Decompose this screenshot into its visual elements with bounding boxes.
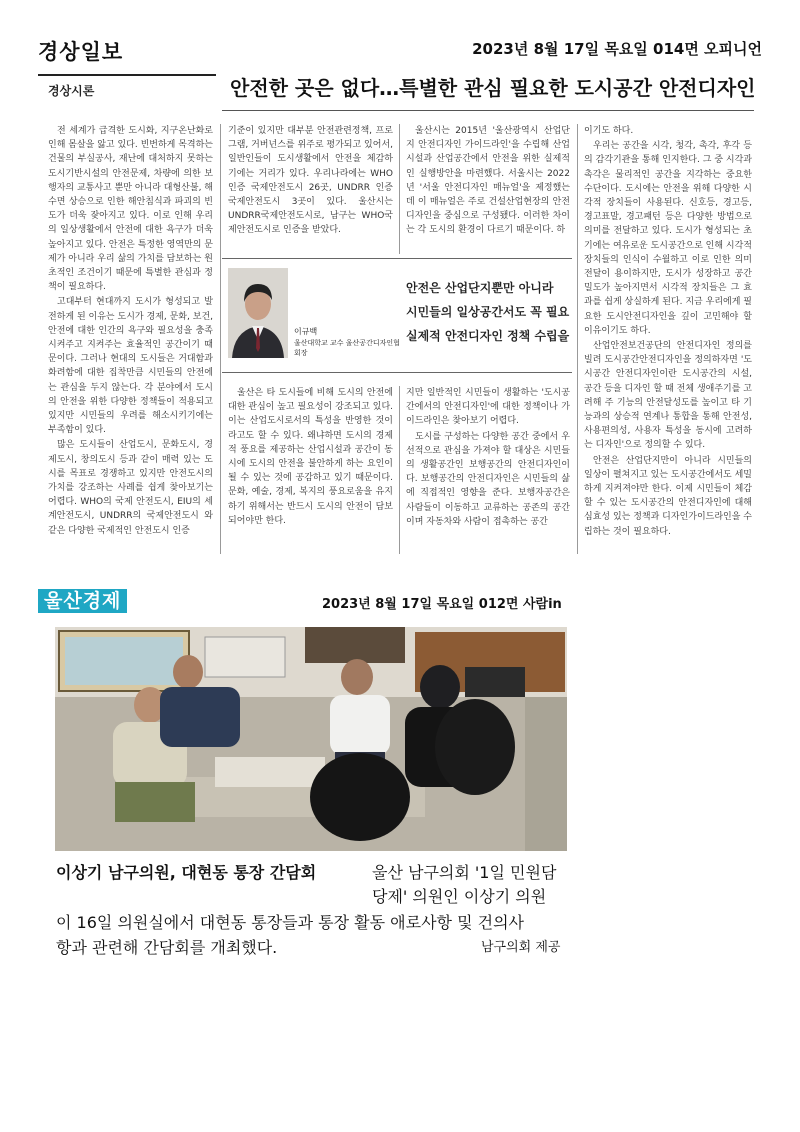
paragraph: 우리는 공간을 시각, 청각, 촉각, 후각 등의 감각기관을 통해 인지한다. 그 중 시각과 촉각은 물리적인 공간을 지각하는 중요한 수단이다. 도시에는 안전을 위해 다양한 시각적 장치들이 사용된다. 신호등, 경고등, 경고표말, 경고패턴 등은 다양한 방법으로 의미를 전달하고 있다. 도시가 형성되는 초기에는 여유로운 도시공간으로 인해 시각적 장치들의 인식이 수월하고 이로 인한 의미전달이 용이하지만, 도시가 성장하고 공간밀도가 높아지면서 시각적 장치들은 그 효과를 쉽게 상실하게 된다. 지금 우리에게 필요한 도시안전디자인을 깊이 고민해야 할 이유이기도 하다. (584, 141, 752, 336)
article-column-3-bottom (406, 386, 570, 530)
article-column-4 (584, 124, 752, 540)
headline-rule (222, 110, 754, 111)
column-divider (220, 124, 221, 554)
paragraph: 산업안전보건공단의 안전디자인 정의를 빌려 도시공간안전디자인을 정의하자면 '도시공간 안전디자인이란 도시공간의 시설, 공간 등을 디자인 할 때 전체 생애주기를 고려해 주 기능의 안전달성도를 높이고 타 기능과의 상승적 연계나 통합을 통해 안전성, 사용편의성, 사용자 특성을 동시에 고려하는 디자인'으로 정의할 수 있다. (584, 341, 752, 451)
headline: 안전한 곳은 없다…특별한 관심 필요한 도시공간 안전디자인 (230, 76, 756, 100)
masthead: 경상일보 (38, 40, 124, 64)
column-divider (577, 124, 578, 554)
paragraph: 지만 일반적인 시민들이 생활하는 '도시공간에서의 안전디자인'에 대한 정책이나 가이드라인은 찾아보기 어렵다. (406, 388, 570, 427)
news-photo (55, 627, 567, 851)
paragraph: 울산시는 2015년 '울산광역시 산업단지 안전디자인 가이드라인'을 수립해 산업시설과 산업공간에서 안전을 위한 실제적인 실행방안을 마련했다. 서울시는 2022년 '서울 안전디자인 매뉴얼'을 제정했는데 이 매뉴얼은 주로 건설산업현장의 안전디자인을 중심으로 구성됐다. 이러한 차이는 각 도시의 환경이 다르기 때문이다. 하 (406, 126, 570, 236)
byline-name: 이규백 (294, 327, 318, 336)
article-column-2-top (228, 124, 393, 239)
caption-line: 울산 남구의회 '1일 민원담 (372, 863, 557, 882)
column-divider (399, 124, 400, 254)
article-column-2-bottom (228, 386, 393, 529)
byline-title: 울산대학교 교수 울산공간디자인협회장 (294, 339, 400, 357)
pullquote-rule-bottom (222, 372, 572, 373)
pullquote-line: 실제적 안전디자인 정책 수립을 (406, 329, 570, 343)
photo-credit: 남구의회 제공 (481, 940, 561, 955)
article-column-1 (48, 124, 213, 539)
author-photo (228, 268, 288, 358)
pullquote-line: 시민들의 일상공간서도 꼭 필요 (406, 305, 570, 319)
caption-line: 항과 관련해 간담회를 개최했다. (56, 938, 278, 957)
article-column-3-top (406, 124, 570, 239)
column-divider (399, 386, 400, 554)
portrait-icon (228, 268, 288, 358)
masthead-logo: 울산경제 (38, 589, 127, 613)
dateline: 2023년 8월 17일 목요일 012면 사람in (322, 597, 562, 612)
paragraph: 도시를 구성하는 다양한 공간 중에서 우선적으로 관심을 가져야 할 대상은 시민들의 생활공간인 보행공간의 안전디자인이다. 보행공간의 안전디자인은 시민들의 삶에 직접적인 영향을 준다. 보행자공간은 사람들이 이동하고 교류하는 공존의 공간이며 자동차와 사람이 접촉하는 공간 (406, 431, 570, 527)
paragraph: 안전은 산업단지만이 아니라 시민들의 일상이 펼쳐지고 있는 도시공간에서도 세밀하게 지켜져야만 한다. 이제 시민들이 체감할 수 있는 도시공간의 안전디자인에 대해 심효성 있는 정책과 디자인가이드라인을 수립하는 것이 필요하다. (584, 455, 752, 537)
pullquote-line: 안전은 산업단지뿐만 아니라 (406, 281, 554, 295)
pullquote (406, 276, 570, 348)
paragraph: 울산은 타 도시들에 비해 도시의 안전에 대한 관심이 높고 필요성이 강조되고 있다. 이는 산업도시로서의 특성을 반영한 것이라고도 할 수 있다. 왜냐하면 도시의 경제적 풍요를 제공하는 산업시설과 공간이 동시에 도시의 안전을 불안하게 하는 요인이 될 수 있는 것에 공감하고 있기 때문이다. 문화, 예술, 경제, 복지의 풍요로움을 유지하기 위해서는 반드시 도시의 안전이 담보 되어야만 한다. (228, 388, 393, 526)
caption-line: 이 16일 의원실에서 대현동 통장들과 통장 활동 애로사항 및 건의사 (56, 913, 524, 932)
paragraph: 이기도 하다. (584, 126, 634, 136)
caption-line: 당제' 의원인 이상기 의원 (372, 887, 547, 906)
dateline: 2023년 8월 17일 목요일 014면 오피니언 (472, 40, 762, 58)
section-label: 경상시론 (48, 84, 95, 98)
pullquote-rule-top (222, 258, 572, 259)
section-rule (38, 74, 216, 76)
paragraph: 전 세계가 급격한 도시화, 지구온난화로 인해 몸살을 앓고 있다. 빈번하게 목격하는 건물의 부실공사, 재난에 대처하지 못하는 도시기반시설의 안전문제, 차량에 의한 보행자의 교통사고 뿐만 아니라 대형산불, 해수면 상승으로 인한 해안침식과 파괴의 빈도가 더욱 잦아지고 있다. 이로 인해 우리의 일상생활에서 안전에 대한 욕구가 더욱 높아지고 있다. 안전은 특정한 영역만의 문제가 아니라 우리 삶의 가치를 담보하는 원초적인 조건이기 때문에 특별한 관심과 정책이 필요하다. (48, 126, 213, 293)
paragraph: 기준이 있지만 대부분 안전관련정책, 프로그램, 거버넌스를 위주로 평가되고 있어서, 일반인들이 도시생활에서 안전을 체감하기에는 거리가 있다. 우리나라에는 WHO인증 국제안전도시 26곳, UNDRR 인증 국제안전도시 3곳이 있다. 울산시는 UNDRR국제안전도시로, 남구는 WHO국제안전도시로 인증을 받았다. (228, 126, 393, 236)
paragraph: 고대부터 현대까지 도시가 형성되고 발전하게 된 이유는 도시가 경제, 문화, 보건, 안전에 대한 인간의 욕구와 필요성을 충족시켜주고 지켜주는 효율적인 공간이기 때문이다. 그러나 현대의 도시들은 거대함과 화려함에 대한 집착만큼 시민들의 안전에는 관심을 두지 않는다. 각 분야에서 도시의 안전을 위한 다양한 정책들이 적용되고 있지만 시민들의 우려를 해소시키기에는 부족함이 있다. (48, 297, 213, 436)
paragraph: 많은 도시들이 산업도시, 문화도시, 경제도시, 창의도시 등과 같이 매력 있는 도시를 목표로 경쟁하고 있지만 안전도시의 가치를 강조하는 사례를 쉽게 찾아보기는 어렵다. WHO의 국제 안전도시, EIU의 세계안전도시, UNDRR의 국제안전도시 와 같은 다양한 국제적인 안전도시 인증 (48, 440, 213, 536)
caption-title: 이상기 남구의원, 대현동 통장 간담회 (56, 863, 317, 882)
